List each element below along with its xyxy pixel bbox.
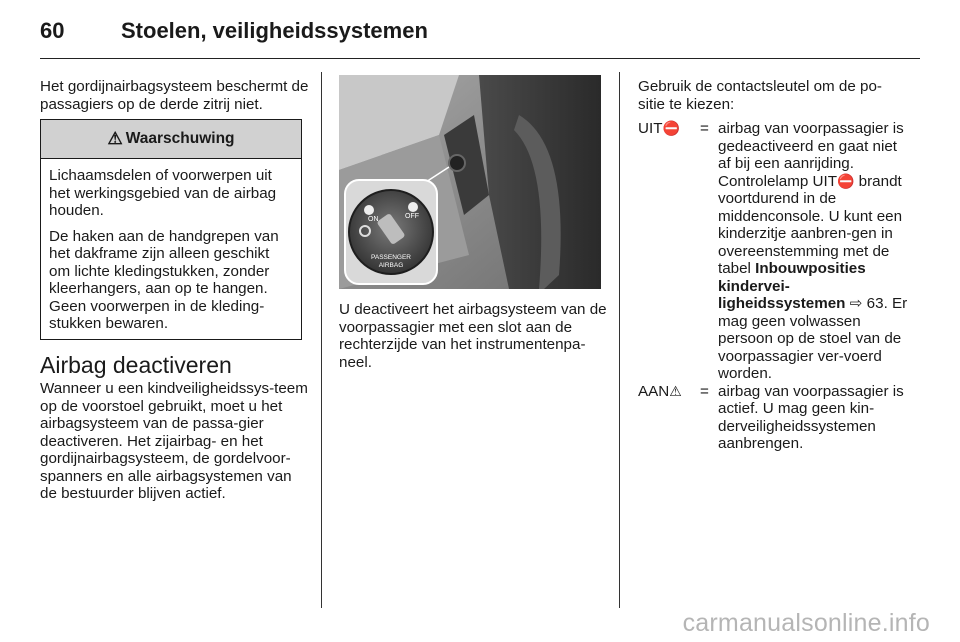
on-indicator-icon bbox=[364, 205, 374, 215]
definition-uit bbox=[638, 120, 908, 383]
warning-box bbox=[40, 119, 302, 340]
page-ref-number[interactable]: 63 bbox=[866, 295, 884, 312]
term-aan bbox=[638, 383, 700, 453]
passenger-airbag-off-icon: ⛔ bbox=[837, 172, 855, 189]
header-rule bbox=[40, 58, 920, 59]
uit-desc-part3: . Er mag geen volwassen persoon op de stoel van de voorpassagier ver-voerd worden. bbox=[718, 295, 908, 382]
warning-paragraph: De haken aan de handgrepen van het dakframe zijn alleen geschikt om lichte kledingstukken, zonder kleerhangers, aan op te hangen. Geen voorwerpen in de kleding-stukken bewaren. bbox=[49, 227, 279, 332]
warning-triangle-icon: ⚠ bbox=[107, 129, 123, 149]
definition-text: airbag van voorpassagier is actief. U mag geen kin-derveiligheidssystemen aanbrengen. bbox=[718, 382, 904, 452]
airbag-switch-illustration bbox=[339, 75, 601, 289]
equals-sign: = bbox=[700, 382, 709, 400]
page-ref-arrow-icon: ⇨ bbox=[849, 295, 863, 312]
switch-label-off: OFF bbox=[405, 213, 419, 220]
definition-text bbox=[718, 120, 908, 383]
term-uit-label: UIT bbox=[638, 120, 663, 137]
cross-reference-link[interactable]: Inbouwposities kindervei-ligheidssystemen bbox=[718, 260, 866, 312]
column-divider-right bbox=[619, 72, 620, 608]
passenger-airbag-off-icon: ⛔ bbox=[662, 120, 680, 136]
intro-paragraph: Het gordijnairbagsysteem beschermt de passagiers op de derde zitrij niet. bbox=[40, 78, 309, 113]
term-aan-label: AAN bbox=[638, 382, 670, 400]
watermark: carmanualsonline.info bbox=[682, 609, 930, 637]
term-uit bbox=[638, 120, 700, 383]
airbag-switch-photo bbox=[339, 75, 601, 289]
switch-label-airbag: AIRBAG bbox=[378, 262, 404, 269]
warning-body bbox=[41, 159, 301, 333]
uit-desc-part2: brandt voortdurend in de middenconsole. U kunt een kinderzitje aanbren-gen in overeenstemming met de tabel bbox=[718, 172, 903, 277]
column-divider-left bbox=[321, 72, 322, 608]
position-intro: Gebruik de contactsleutel om de po-sitie te kiezen: bbox=[638, 78, 882, 113]
section-title: Airbag deactiveren bbox=[40, 352, 232, 378]
definition-aan bbox=[638, 383, 908, 453]
uit-desc-part1: airbag van voorpassagier is gedeactiveerd en gaat niet af bij een aanrijding. Controlelamp UIT bbox=[718, 120, 904, 190]
page-number: 60 bbox=[40, 18, 65, 43]
off-indicator-icon bbox=[408, 202, 418, 212]
switch-label-passenger: PASSENGER bbox=[371, 254, 411, 261]
passenger-airbag-on-icon: ⚠ bbox=[669, 382, 682, 399]
page-title: Stoelen, veiligheidssystemen bbox=[121, 18, 428, 43]
warning-header bbox=[41, 120, 301, 159]
equals-sign: = bbox=[700, 120, 709, 137]
section-paragraph: Wanneer u een kindveiligheidssys-teem op de voorstoel gebruikt, moet u het airbagsysteem van de passa-gier deactiveren. Het zijairbag- en het gordijnairbagsysteem, de gordelvoor-spanners en alle airbagsystemen van de bestuurder blijven actief. bbox=[40, 380, 308, 502]
keyhole-location bbox=[449, 155, 465, 171]
warning-title: Waarschuwing bbox=[125, 130, 235, 148]
warning-paragraph: Lichaamsdelen of voorwerpen uit het werkingsgebied van de airbag houden. bbox=[49, 167, 277, 219]
figure-caption: U deactiveert het airbagsysteem van de voorpassagier met een slot aan de rechterzijde van het instrumentenpa-neel. bbox=[339, 301, 607, 371]
position-definitions bbox=[638, 120, 908, 453]
switch-label-on: ON bbox=[368, 216, 379, 223]
